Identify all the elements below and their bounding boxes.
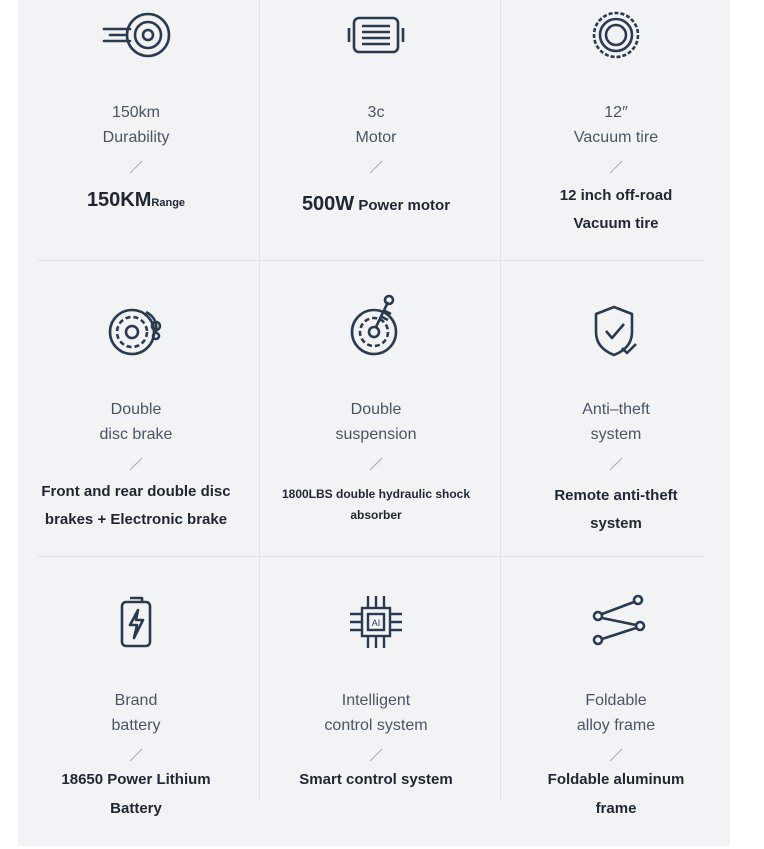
chip-label: AI [371,618,381,628]
feature-name-2: control system [324,717,428,734]
feature-name-2: Vacuum tire [573,129,659,146]
feature-name-2: system [590,426,642,443]
feature-name-1: Intelligent [341,692,411,709]
slash-divider [609,160,623,174]
slash-divider [369,160,383,174]
wheel-speed-icon [16,10,256,70]
disc-brake-icon [16,302,256,362]
feature-cell-anti-theft [496,260,736,556]
feature-highlight-line-2: Vacuum tire [573,215,659,232]
feature-name-1: Double [110,401,162,418]
feature-cell-range [16,0,256,260]
feature-highlight-line-2: Battery [110,800,162,817]
feature-highlight: 150KMRange [86,189,186,211]
feature-highlight-line-1: Remote anti-theft [554,487,678,504]
feature-highlight-line-2: absorber [350,508,402,522]
feature-cell-battery [16,556,256,846]
feature-highlight-line-1: Foldable aluminum [547,771,685,788]
slash-divider [369,748,383,762]
feature-name-2: battery [111,717,161,734]
feature-name-1: Foldable [585,692,647,709]
feature-cell-motor [256,0,496,260]
slash-divider [129,160,143,174]
feature-name-2: disc brake [99,426,173,443]
feature-highlight-line-1: Front and rear double disc [41,483,231,500]
ai-chip-icon [256,592,496,652]
feature-cell-frame [496,556,736,846]
feature-highlight-line-1: 12 inch off-road [559,187,673,204]
feature-highlight-line-1: 18650 Power Lithium [61,771,211,788]
feature-name-2: alloy frame [576,717,656,734]
feature-name-1: Anti–theft [582,401,650,418]
motor-icon [256,12,496,72]
feature-cell-control [256,556,496,846]
feature-highlight-line-2: frame [595,800,637,817]
slash-divider [609,748,623,762]
tire-icon [496,10,736,70]
feature-highlight-line-2: system [590,515,642,532]
feature-cell-suspension [256,260,496,556]
feature-name-1: 3c [367,104,385,121]
feature-cell-brake [16,260,256,556]
slash-divider [609,457,623,471]
suspension-icon [256,294,496,354]
feature-name-1: 12″ [604,104,628,121]
feature-highlight: 500W Power motor [301,193,451,215]
slash-divider [369,457,383,471]
feature-highlight-line-1: Smart control system [299,771,453,788]
feature-name-2: Durability [102,129,170,146]
folding-frame-icon [496,592,736,652]
feature-highlight-line-2: brakes + Electronic brake [44,511,228,528]
feature-name-1: Brand [114,692,158,709]
feature-name-2: Motor [355,129,397,146]
feature-highlight-line-1: 1800LBS double hydraulic shock [281,487,471,501]
slash-divider [129,748,143,762]
shield-check-icon [496,304,736,364]
feature-cell-tire [496,0,736,260]
feature-name-1: Double [350,401,402,418]
feature-name-1: 150km [111,104,161,121]
feature-name-2: suspension [335,426,417,443]
battery-icon [16,596,256,656]
slash-divider [129,457,143,471]
